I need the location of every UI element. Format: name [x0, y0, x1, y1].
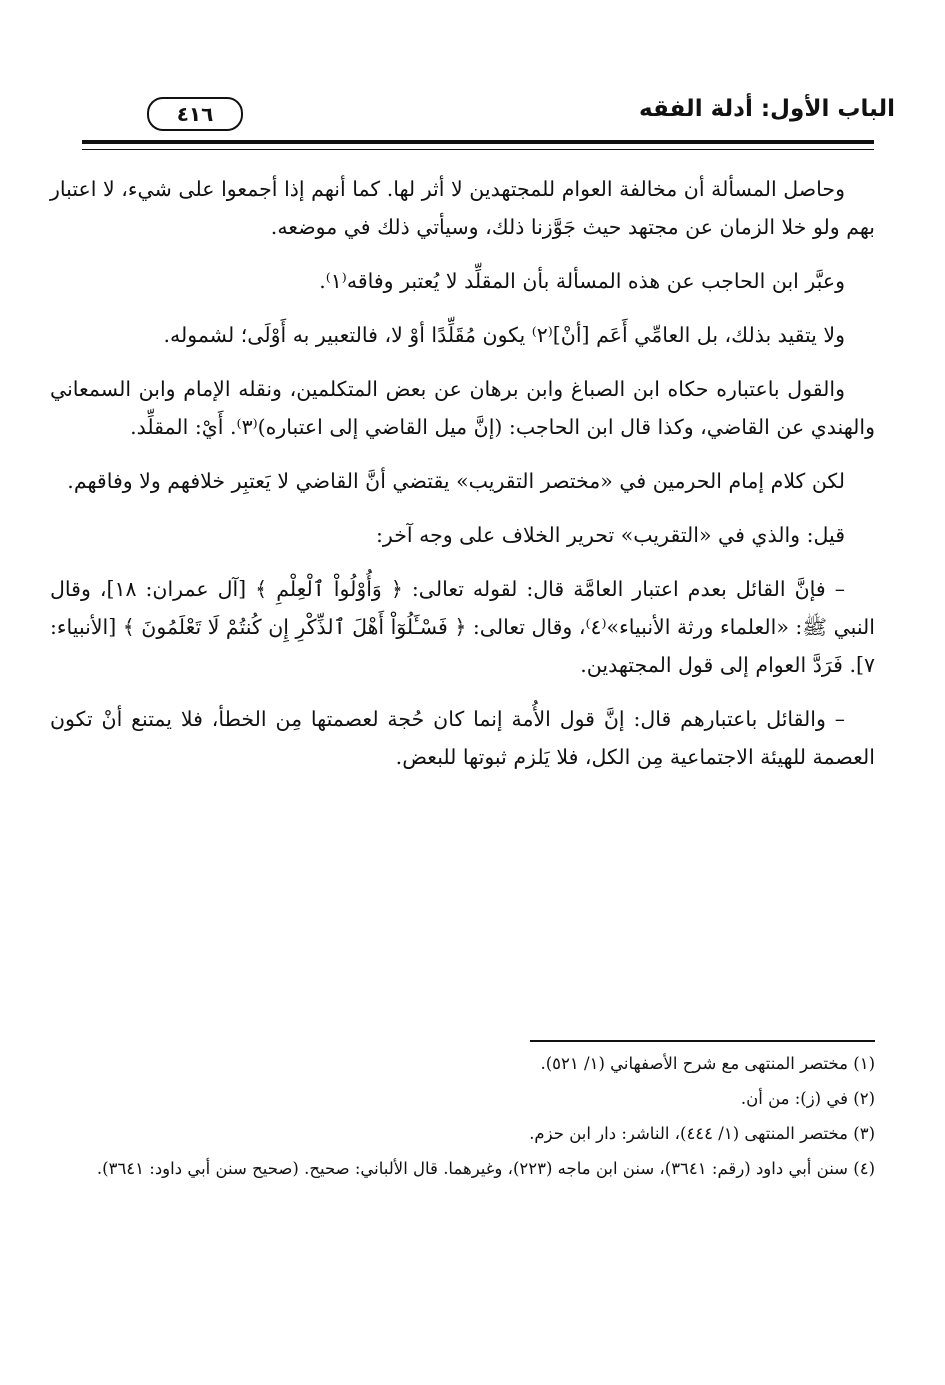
- footnote-3: (٣) مختصر المنتهى (١/ ٤٤٤)، الناشر: دار ابن حزم.: [529, 1124, 875, 1143]
- paragraph-7: – فإنَّ القائل بعدم اعتبار العامَّة قال: لقوله تعالى: ﴿ وَأُوْلُواْ ٱلْعِلْمِ ﴾ [آل عمران: ١٨]، وقال النبي ﷺ: «العلماء ورثة الأنبياء»⁽٤⁾، وقال تعالى: ﴿ فَسْـَٔلُوٓاْ أَهْلَ ٱلذِّكْرِ إِن كُنتُمْ لَا تَعْلَمُونَ ﴾ [الأنبياء: ٧]. فَرَدَّ العوام إلى قول المجتهدين.: [50, 577, 875, 677]
- paragraph-3: ولا يتقيد بذلك، بل العامِّي أَعَم [أنْ]⁽٢⁾ يكون مُقَلِّدًا أوْ لا، فالتعبير به أَوْلَى؛ لشموله.: [163, 323, 845, 347]
- footnote-4: (٤) سنن أبي داود (رقم: ٣٦٤١)، سنن ابن ماجه (٢٢٣)، وغيرهما. قال الألباني: صحيح. (صحيح سنن أبي داود: ٣٦٤١).: [96, 1159, 875, 1178]
- page-header-title: الباب الأول: أدلة الفقه: [639, 96, 895, 122]
- footnotes: [50, 1046, 875, 1186]
- footnote-2: (٢) في (ز): من أن.: [740, 1089, 875, 1108]
- footnote-separator: [530, 1040, 875, 1042]
- header-rule-thin: [82, 149, 874, 150]
- footnote-1: (١) مختصر المنتهى مع شرح الأصفهاني (١/ ٥٢١).: [540, 1054, 875, 1073]
- paragraph-2: وعبَّر ابن الحاجب عن هذه المسألة بأن المقلِّد لا يُعتبر وفاقه⁽١⁾.: [319, 269, 845, 293]
- paragraph-1: وحاصل المسألة أن مخالفة العوام للمجتهدين لا أثر لها. كما أنهم إذا أجمعوا على شيء، لا اعتبار بهم ولو خلا الزمان عن مجتهد حيث جَوَّزنا ذلك، وسيأتي ذلك في موضعه.: [50, 177, 875, 239]
- main-text: [50, 170, 875, 792]
- paragraph-8: – والقائل باعتبارهم قال: إنَّ قول الأُمة إنما كان حُجة لعصمتها مِن الخطأ، فلا يمتنع أنْ تكون العصمة للهيئة الاجتماعية مِن الكل، فلا يَلزم ثبوتها للبعض.: [50, 707, 875, 769]
- header-rule-thick: [82, 140, 874, 144]
- paragraph-6: قيل: والذي في «التقريب» تحرير الخلاف على وجه آخر:: [376, 523, 845, 547]
- paragraph-5: لكن كلام إمام الحرمين في «مختصر التقريب» يقتضي أنَّ القاضي لا يَعتبِر خلافهم ولا وفاقهم.: [67, 469, 845, 493]
- page-number-badge: ٤١٦: [147, 97, 243, 131]
- paragraph-4: والقول باعتباره حكاه ابن الصباغ وابن برهان عن بعض المتكلمين، ونقله الإمام وابن السمعاني والهندي عن القاضي، وكذا قال ابن الحاجب: (إنَّ ميل القاضي إلى اعتباره)⁽٣⁾. أَيْ: المقلِّد.: [50, 377, 875, 439]
